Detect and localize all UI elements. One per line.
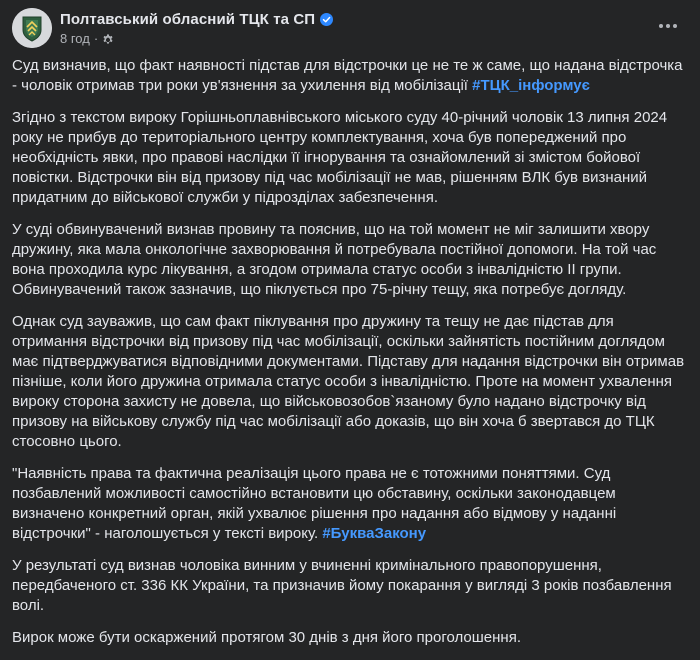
emblem-icon: [12, 8, 52, 48]
post-paragraph-6: У результаті суд визнав чоловіка винним у вчиненні кримінального правопорушення, передбаченого ст. 336 КК України, та призначив йому покарання у вигляді 3 років позбавлення волі.: [12, 557, 672, 614]
hashtag-link[interactable]: #ТЦК_інформує: [472, 77, 590, 94]
post-paragraph-5: [12, 464, 688, 544]
post-body: [12, 56, 688, 660]
more-options-button[interactable]: [652, 12, 684, 40]
page-name[interactable]: Полтавський обласний ТЦК та СП: [60, 10, 316, 28]
page-name-row: [60, 8, 333, 30]
post-header: [12, 8, 688, 52]
post-paragraph-1: [12, 56, 688, 96]
avatar[interactable]: [12, 8, 52, 48]
post-paragraph-3: У суді обвинувачений визнав провину та пояснив, що на той момент не міг залишити хвору дружину, яка мала онкологічне захворювання й потребувала постійної допомоги. На той час вона проходила курс лікування, а згодом отримала статус особи з інвалідністю II групи. Обвинувачений також зазначив, що піклується про 75-річну тещу, яка потребує догляду.: [12, 221, 657, 298]
more-options-icon: [658, 23, 678, 29]
post-meta: [60, 31, 333, 46]
paragraph-text: Суд визначив, що факт наявності підстав для відстрочки це не те ж саме, що надана відстрочка - чоловік отримав три роки ув'язнення за ухилення від мобілізації: [12, 57, 683, 94]
post-timestamp[interactable]: 8 год: [60, 31, 90, 46]
post-paragraph-7: Вирок може бути оскаржений протягом 30 днів з дня його проголошення.: [12, 629, 522, 646]
post-paragraph-4: Однак суд зауважив, що сам факт піклування про дружину та тещу не дає підстав для отримання відстрочки від призову під час мобілізації, оскільки зайнятість постійним доглядом має підтверджуватися відповідними документами. Підставу для надання відстрочки він отримав пізніше, коли його дружина отримала статус особи з інвалідністю. Проте на момент ухвалення вироку сторона захисту не довела, що військовозобов`язаному було надано відстрочку від призову на військову службу під час мобілізації або доказів, що він хоча б звертався до ТЦК стосовно цього.: [12, 313, 685, 450]
hashtag-link[interactable]: #БукваЗакону: [322, 525, 427, 542]
post-paragraph-2: Згідно з текстом вироку Горішньоплавнівського міського суду 40-річний чоловік 13 липня 2024 року не прибув до територіального центру комплектування, хоча був попереджений про необхідність явки, про правові наслідки її ігнорування та ознайомлений зі змістом бойової повістки. Відстрочки він від призову під час мобілізації не мав, рішенням ВЛК був визнаний придатним до військової служби у підрозділах забезпечення.: [12, 109, 668, 206]
meta-separator: ·: [93, 31, 99, 46]
verified-badge-icon: [320, 13, 333, 26]
post-header-text: [60, 8, 333, 46]
paragraph-text: "Наявність права та фактична реалізація цього права не є тотожними поняттями. Суд позбавлений можливості самостійно встановити цю обставину, оскільки законодавцем визначено конкретний орган, якій ухвалює рішення про надання або відмову у наданні відстрочки" - наголошується у тексті вироку.: [12, 465, 617, 542]
gear-icon[interactable]: [102, 33, 114, 45]
